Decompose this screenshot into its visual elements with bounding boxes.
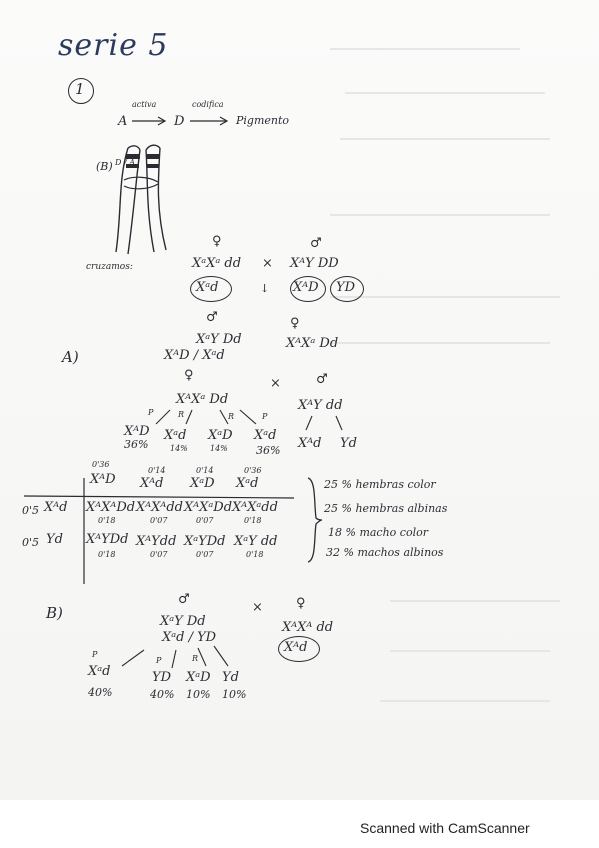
partb-p-label-2: P: [156, 656, 162, 665]
chromosome-loci-label: D / A: [115, 158, 135, 167]
parta-gamete-m-2: Yd: [340, 436, 357, 451]
cell-1-2: XᴬXᴬdd: [136, 500, 183, 515]
part-b-label: B): [46, 604, 63, 622]
cell-2-4: XᵃY dd: [234, 534, 278, 549]
part-a-label: A): [62, 348, 79, 366]
partb-female-genotype: XᴬXᴬ dd: [282, 620, 334, 635]
col-gamete-4: Xᵃd: [236, 476, 259, 491]
arrow-icon: [188, 114, 232, 128]
parta-gamete-m-1: Xᴬd: [298, 436, 322, 451]
parta-female-symbol: ♀: [184, 368, 194, 383]
parta-p-label-1: P: [148, 408, 154, 417]
parta-gamete-f-1: XᴬD: [124, 424, 150, 439]
problem-number: 1: [75, 80, 85, 98]
cell-2-4-prob: 0'18: [246, 550, 264, 559]
partb-gamete-1: Xᵃd: [88, 664, 111, 679]
female-symbol: ♀: [212, 234, 222, 249]
partb-gamete-2-pct: 40%: [150, 688, 175, 701]
partb-gamete-3-pct: 10%: [186, 688, 211, 701]
row-prob-1: 0'5: [22, 504, 40, 517]
cell-2-1-prob: 0'18: [98, 550, 116, 559]
parta-gamete-f-4: Xᵃd: [254, 428, 277, 443]
cell-1-3-prob: 0'07: [196, 516, 214, 525]
cell-1-2-prob: 0'07: [150, 516, 168, 525]
pathway-label-activa: activa: [132, 100, 157, 109]
cell-1-4-prob: 0'18: [244, 516, 262, 525]
pathway-label-codifica: codifica: [192, 100, 224, 109]
result-2: 25 % hembras albinas: [324, 502, 448, 515]
parta-female-genotype: XᴬXᵃ Dd: [176, 392, 229, 407]
parta-r-label-1: R: [178, 410, 185, 419]
cell-1-4: XᴬXᵃdd: [232, 500, 278, 515]
row-gamete-1: Xᴬd: [44, 500, 68, 515]
partb-times: ×: [252, 600, 263, 615]
parta-gamete-f-3-pct: 14%: [210, 444, 228, 453]
partb-gamete-3: XᵃD: [186, 670, 211, 685]
partb-male-genotype: XᵃY Dd: [160, 614, 206, 629]
col-prob-1: 0'36: [92, 460, 110, 469]
result-3: 18 % macho color: [328, 526, 428, 539]
partb-gamete-4: Yd: [222, 670, 239, 685]
parta-gamete-f-2: Xᵃd: [164, 428, 187, 443]
partb-gamete-1-pct: 40%: [88, 686, 113, 699]
arrow-icon: [130, 114, 170, 128]
parta-p-label-2: P: [262, 412, 268, 421]
partb-female-gamete: Xᴬd: [284, 640, 308, 655]
chromosome-icon: [88, 140, 188, 260]
cell-2-3: XᵃYDd: [184, 534, 226, 549]
col-gamete-1: XᴬD: [90, 472, 116, 487]
cell-2-2: XᴬYdd: [136, 534, 177, 549]
cell-1-1: XᴬXᴬDd: [86, 500, 136, 515]
parta-male-genotype: XᴬY dd: [298, 398, 343, 413]
brace-icon: [304, 474, 324, 566]
parta-gamete-f-3: XᵃD: [208, 428, 233, 443]
parta-r-label-2: R: [228, 412, 235, 421]
cell-1-3: XᴬXᵃDd: [184, 500, 233, 515]
col-prob-2: 0'14: [148, 466, 166, 475]
f1-male-alt: XᴬD / Xᵃd: [164, 348, 225, 363]
parta-times: ×: [270, 376, 281, 391]
col-gamete-2: Xᴬd: [140, 476, 164, 491]
f1-female-genotype: XᴬXᵃ Dd: [286, 336, 339, 351]
partb-p-label-1: P: [92, 650, 98, 659]
page-title: serie 5: [58, 28, 169, 63]
cross-times: ×: [262, 256, 273, 271]
p-male-genotype: XᴬY DD: [290, 256, 339, 271]
partb-male-symbol: ♂: [178, 592, 190, 607]
chromosome-bracket-label: (B): [96, 160, 113, 173]
scanner-watermark: Scanned with CamScanner: [360, 820, 530, 836]
parta-gamete-f-1-pct: 36%: [124, 438, 149, 451]
col-gamete-3: XᵃD: [190, 476, 215, 491]
row-prob-2: 0'5: [22, 536, 40, 549]
branch-lines: [110, 640, 250, 674]
parta-gamete-f-2-pct: 14%: [170, 444, 188, 453]
result-4: 32 % machos albinos: [326, 546, 444, 559]
pathway-end: Pigmento: [236, 114, 290, 127]
col-prob-3: 0'14: [196, 466, 214, 475]
result-1: 25 % hembras color: [324, 478, 436, 491]
gamete-female: Xᵃd: [196, 280, 219, 295]
parta-gamete-f-4-pct: 36%: [256, 444, 281, 457]
p-female-genotype: XᵃXᵃ dd: [192, 256, 242, 271]
gamete-male-2: YD: [336, 280, 356, 295]
partb-female-symbol: ♀: [296, 596, 306, 611]
gamete-male-1: XᴬD: [293, 280, 319, 295]
male-symbol: ♂: [310, 236, 322, 251]
partb-male-alt: Xᵃd / YD: [162, 630, 217, 645]
cell-2-2-prob: 0'07: [150, 550, 168, 559]
pathway-start: A: [118, 114, 128, 129]
row-gamete-2: Yd: [46, 532, 63, 547]
cell-1-1-prob: 0'18: [98, 516, 116, 525]
partb-gamete-4-pct: 10%: [222, 688, 247, 701]
f1-male-symbol: ♂: [206, 310, 218, 325]
arrow-down: ↓: [260, 282, 270, 295]
parta-male-symbol: ♂: [316, 372, 328, 387]
col-prob-4: 0'36: [244, 466, 262, 475]
pathway-middle: D: [174, 114, 185, 129]
f1-female-symbol: ♀: [290, 316, 300, 331]
f1-male-genotype: XᵃY Dd: [196, 332, 242, 347]
partb-r-label-1: R: [192, 654, 199, 663]
cell-2-1: XᴬYDd: [86, 532, 129, 547]
cell-2-3-prob: 0'07: [196, 550, 214, 559]
cruzamos-label: cruzamos:: [86, 262, 133, 272]
partb-gamete-2: YD: [152, 670, 172, 685]
